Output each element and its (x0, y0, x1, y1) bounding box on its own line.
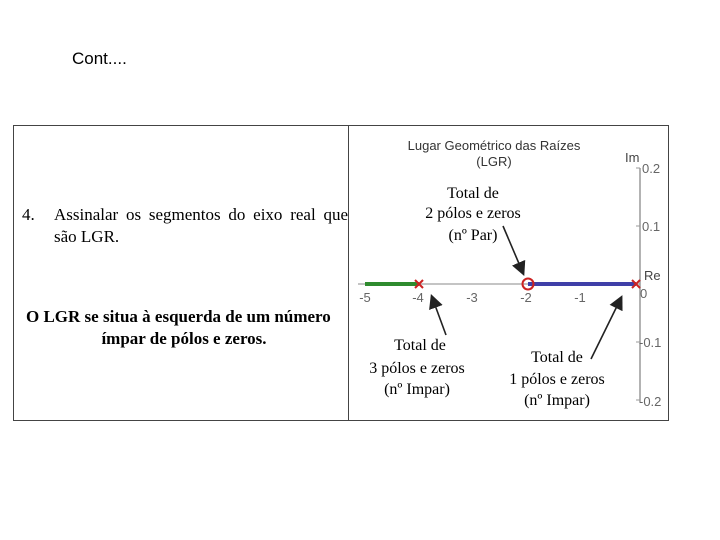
annotation-impar-1-line-2: 1 pólos e zeros (509, 371, 605, 388)
annotation-par-line-1: Total de (447, 185, 499, 202)
im-axis-label: Im (625, 150, 640, 165)
annotation-par-line-2: 2 pólos e zeros (425, 205, 521, 222)
annotation-impar-3-line-1: Total de (394, 337, 446, 354)
step-number: 4. (22, 205, 35, 224)
step-text: Assinalar os segmentos do eixo real que são LGR. (54, 205, 348, 246)
annotation-par-line-3: (nº Par) (448, 227, 498, 244)
annotation-impar-1-line-1: Total de (531, 349, 583, 366)
annotation-impar-3 (369, 337, 465, 398)
annotation-impar-3-line-2: 3 pólos e zeros (369, 360, 465, 377)
x-tick-neg-2: -2 (520, 290, 532, 305)
x-tick-neg-1: -1 (574, 290, 586, 305)
x-tick-neg-4: -4 (412, 290, 424, 305)
annotation-impar-3-line-3: (nº Impar) (384, 381, 450, 398)
y-tick-neg-0.1: -0.1 (639, 335, 662, 350)
arrow-impar-3 (432, 297, 446, 335)
arrow-impar-1 (591, 298, 621, 359)
rule-line-2: ímpar de pólos e zeros. (101, 329, 267, 348)
plot-title-line-1: Lugar Geométrico das Raízes (407, 138, 581, 153)
y-tick-0: 0 (640, 286, 648, 301)
rule-line-1: O LGR se situa à esquerda de um número (26, 307, 331, 326)
slide-title: Cont.... (72, 49, 127, 68)
x-tick-labels (359, 290, 586, 305)
re-axis-label: Re (644, 268, 661, 283)
plot-title-line-2: (LGR) (476, 154, 512, 169)
y-tick-0.1: 0.1 (642, 219, 661, 234)
y-tick-neg-0.2: -0.2 (639, 394, 662, 409)
annotation-impar-1-line-3: (nº Impar) (524, 392, 590, 409)
arrow-par (503, 226, 523, 273)
x-tick-neg-5: -5 (359, 290, 371, 305)
y-tick-0.2: 0.2 (642, 161, 661, 176)
annotation-impar-1 (509, 349, 605, 409)
x-tick-neg-3: -3 (466, 290, 478, 305)
